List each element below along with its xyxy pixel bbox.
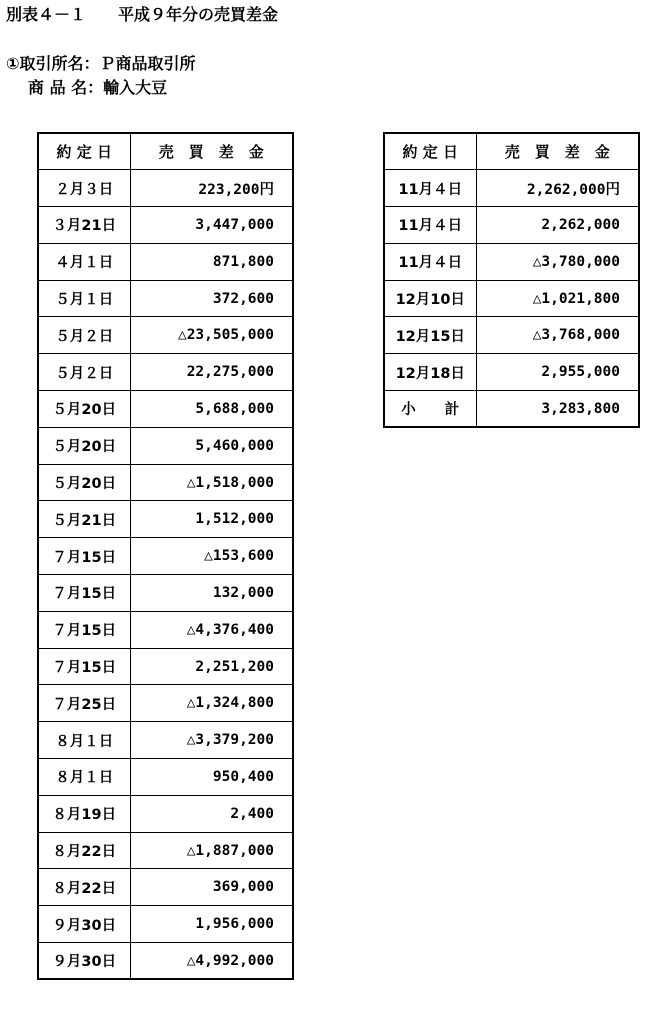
table-row (38, 501, 293, 538)
trade-difference-cell: 5,460,000 (130, 427, 293, 464)
trade-difference-cell: △1,887,000 (130, 832, 293, 869)
contract-date-cell: 12月10日 (384, 280, 476, 317)
table-row (38, 869, 293, 906)
contract-date-cell: ７月15日 (38, 575, 130, 612)
contract-date-cell: ５月１日 (38, 280, 130, 317)
table-header-row (38, 133, 293, 170)
trade-difference-cell: 223,200円 (130, 170, 293, 207)
trade-difference-cell: 2,262,000 (476, 207, 639, 244)
contract-date-cell: ７月15日 (38, 538, 130, 575)
header-contract-date: 約 定 日 (384, 133, 476, 170)
trade-difference-cell: △1,324,800 (130, 685, 293, 722)
contract-date-cell: ９月30日 (38, 943, 130, 980)
contract-date-cell: ８月１日 (38, 759, 130, 796)
table-row (38, 280, 293, 317)
trade-difference-cell: 372,600 (130, 280, 293, 317)
trade-difference-cell: 950,400 (130, 759, 293, 796)
table-row (38, 795, 293, 832)
contract-date-cell: 12月18日 (384, 354, 476, 391)
contract-date-cell: ９月30日 (38, 906, 130, 943)
contract-date-cell: ５月21日 (38, 501, 130, 538)
contract-date-cell: ３月21日 (38, 207, 130, 244)
trade-difference-cell: △4,992,000 (130, 943, 293, 980)
document-title: 別表４－１ 平成９年分の売買差金 (6, 5, 279, 24)
trade-difference-cell: 2,251,200 (130, 648, 293, 685)
trade-difference-cell: △1,518,000 (130, 464, 293, 501)
table-row (38, 243, 293, 280)
exchange-name: ①取引所名：Ｐ商品取引所 (6, 54, 196, 73)
trade-difference-cell: △3,379,200 (130, 722, 293, 759)
trade-difference-cell: 2,400 (130, 795, 293, 832)
contract-date-cell: 11月４日 (384, 207, 476, 244)
table-row (38, 648, 293, 685)
trade-difference-cell: 3,283,800 (476, 391, 639, 428)
table-row (38, 832, 293, 869)
table-row (38, 464, 293, 501)
table-row (38, 685, 293, 722)
trade-difference-cell: △23,505,000 (130, 317, 293, 354)
contract-date-cell: ７月25日 (38, 685, 130, 722)
table-row (384, 207, 639, 244)
table-row (384, 170, 639, 207)
trade-difference-cell: △153,600 (130, 538, 293, 575)
contract-date-cell: ８月22日 (38, 869, 130, 906)
contract-date-cell: ８月１日 (38, 722, 130, 759)
table-row (38, 722, 293, 759)
table-row (384, 354, 639, 391)
contract-date-cell: ８月19日 (38, 795, 130, 832)
contract-date-cell: ５月20日 (38, 464, 130, 501)
table-header-row (384, 133, 639, 170)
trade-difference-cell: 1,956,000 (130, 906, 293, 943)
table-row (38, 207, 293, 244)
contract-date-cell: 12月15日 (384, 317, 476, 354)
trade-difference-cell: 5,688,000 (130, 391, 293, 428)
trade-difference-cell: △3,780,000 (476, 243, 639, 280)
header-contract-date: 約 定 日 (38, 133, 130, 170)
contract-date-cell: ５月20日 (38, 427, 130, 464)
table-row (38, 427, 293, 464)
table-row (384, 391, 639, 428)
trade-difference-table-right (383, 132, 640, 428)
trade-difference-cell: 1,512,000 (130, 501, 293, 538)
table-row (38, 759, 293, 796)
trade-difference-cell: △3,768,000 (476, 317, 639, 354)
table-row (38, 575, 293, 612)
trade-difference-cell: 3,447,000 (130, 207, 293, 244)
product-name: 商 品 名：輸入大豆 (28, 78, 168, 97)
trade-difference-cell: 2,955,000 (476, 354, 639, 391)
trade-difference-cell: 132,000 (130, 575, 293, 612)
contract-date-cell: 11月４日 (384, 170, 476, 207)
table-row (384, 317, 639, 354)
header-trade-difference: 売 買 差 金 (130, 133, 293, 170)
table-row (384, 280, 639, 317)
table-row (38, 317, 293, 354)
trade-difference-table-left (37, 132, 294, 980)
table-row (38, 538, 293, 575)
contract-date-cell: ７月15日 (38, 648, 130, 685)
trade-difference-cell: 871,800 (130, 243, 293, 280)
trade-difference-cell: △4,376,400 (130, 611, 293, 648)
contract-date-cell: ５月２日 (38, 317, 130, 354)
contract-date-cell: ７月15日 (38, 611, 130, 648)
contract-date-cell: ２月３日 (38, 170, 130, 207)
header-trade-difference: 売 買 差 金 (476, 133, 639, 170)
table-row (38, 170, 293, 207)
contract-date-cell: ５月２日 (38, 354, 130, 391)
table-row (38, 354, 293, 391)
table-row (38, 906, 293, 943)
table-row (384, 243, 639, 280)
trade-difference-cell: 2,262,000円 (476, 170, 639, 207)
table-row (38, 943, 293, 980)
contract-date-cell: ５月20日 (38, 391, 130, 428)
trade-difference-cell: △1,021,800 (476, 280, 639, 317)
table-row (38, 611, 293, 648)
contract-date-cell: ８月22日 (38, 832, 130, 869)
contract-date-cell: 小 計 (384, 391, 476, 428)
trade-difference-cell: 22,275,000 (130, 354, 293, 391)
contract-date-cell: ４月１日 (38, 243, 130, 280)
contract-date-cell: 11月４日 (384, 243, 476, 280)
table-row (38, 391, 293, 428)
trade-difference-cell: 369,000 (130, 869, 293, 906)
